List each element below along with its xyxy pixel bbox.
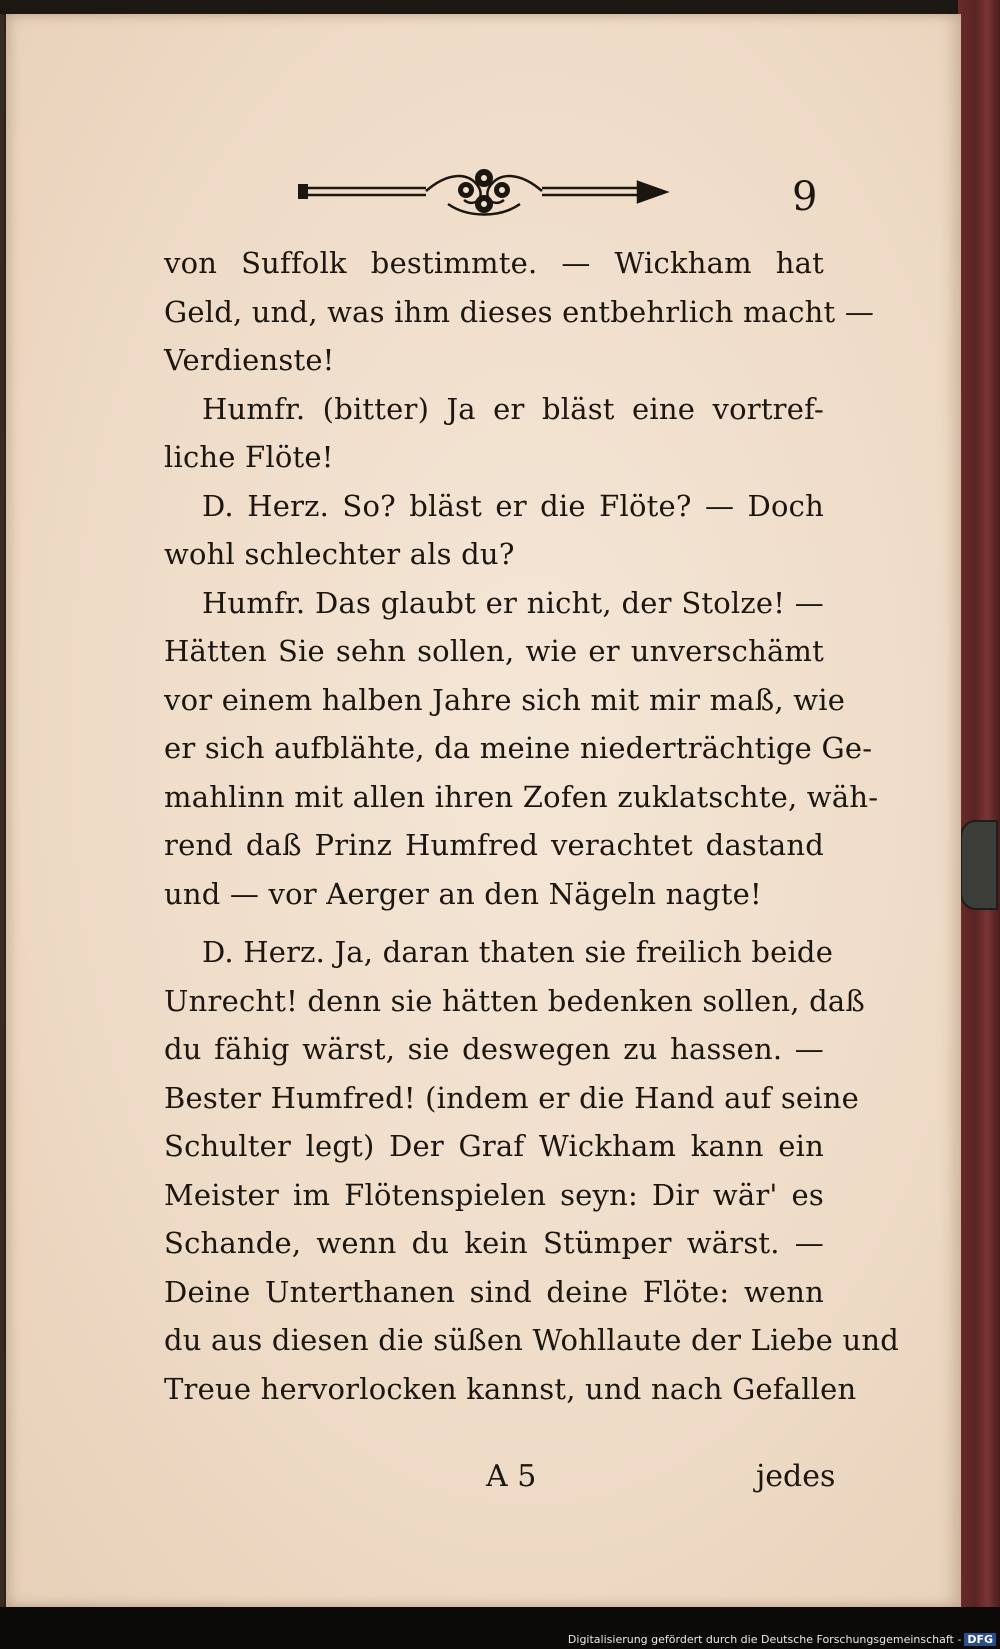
text-line: Deine Unterthanen sind deine Flöte: wenn [164, 1274, 824, 1309]
text-line: liche Flöte! [164, 440, 334, 474]
text-line: vor einem halben Jahre sich mit mir maß, wie [164, 682, 846, 717]
speaker-line: Humfr. (bitter) Ja er bläst eine vortref- [202, 391, 824, 426]
text-line: von Suffolk bestimmte. — Wickham hat [164, 246, 824, 280]
ornament-icon [298, 164, 670, 224]
text-line: du aus diesen die süßen Wohllaute der Liebe und [164, 1323, 899, 1357]
digitization-credit [568, 1633, 996, 1646]
text-line: und — vor Aerger an den Nägeln nagte! [164, 876, 762, 911]
book-page [6, 14, 961, 1607]
text-line: Schulter legt) Der Graf Wickham kann ein [164, 1129, 824, 1163]
page-number: 9 [792, 174, 818, 220]
text-line: Treue hervorlocken kannst, und nach Gefallen [164, 1371, 857, 1406]
text-line: du fähig wärst, sie deswegen zu hassen. — [164, 1032, 824, 1066]
text-line: mahlinn mit allen ihren Zofen zuklatschte, wäh- [164, 779, 879, 814]
book-cover-edge [958, 0, 1000, 1610]
text-line: wohl schlechter als du? [164, 537, 515, 571]
book-clasp [960, 820, 998, 910]
body-text [164, 239, 899, 1413]
signature-mark: A 5 [486, 1459, 537, 1494]
text-line: Verdienste! [164, 343, 335, 377]
text-line: Bester Humfred! (indem er die Hand auf seine [164, 1080, 860, 1115]
text-line: Schande, wenn du kein Stümper wärst. — [164, 1226, 824, 1260]
text-line: er sich aufblähte, da meine niederträchtige Ge- [164, 731, 873, 765]
speaker-line: Humfr. Das glaubt er nicht, der Stolze! — [202, 585, 824, 620]
top-edge [0, 0, 1000, 14]
paragraph-gap [164, 918, 824, 928]
dfg-logo: DFG [964, 1633, 996, 1646]
speaker-line: D. Herz. Ja, daran thaten sie freilich beide [202, 935, 834, 969]
text-line: rend daß Prinz Humfred verachtet dastand [164, 828, 824, 862]
text-line: Hätten Sie sehn sollen, wie er unverschämt [164, 634, 824, 668]
speaker-line: D. Herz. So? bläst er die Flöte? — Doch [202, 488, 824, 523]
catchword: jedes [756, 1459, 836, 1494]
text-line: Meister im Flötenspielen seyn: Dir wär' es [164, 1177, 824, 1212]
credit-text: Digitalisierung gefördert durch die Deutsche Forschungsgemeinschaft - [567, 1633, 962, 1646]
text-line: Geld, und, was ihm dieses entbehrlich macht — [164, 294, 875, 329]
text-line: Unrecht! denn sie hätten bedenken sollen, daß [164, 983, 865, 1018]
